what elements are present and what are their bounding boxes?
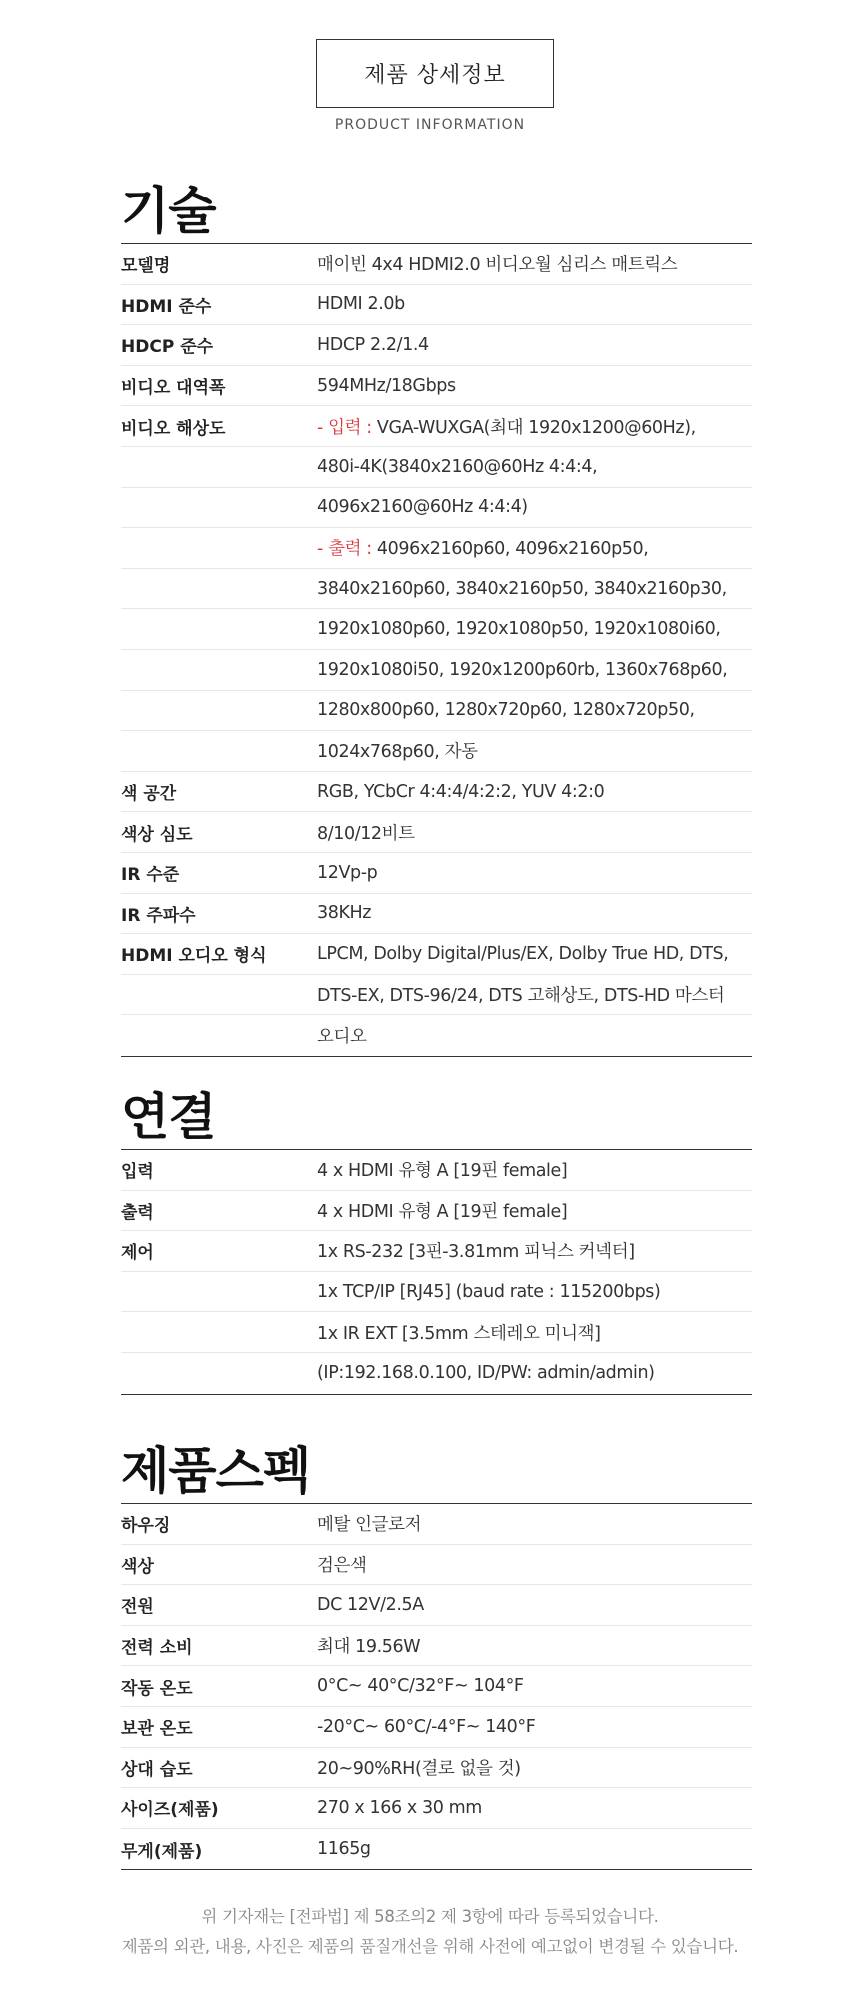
row-value: 오디오 xyxy=(317,1027,367,1048)
row-value: 8/10/12비트 xyxy=(317,823,415,844)
table-row xyxy=(121,894,752,935)
row-value: 38KHz xyxy=(317,903,372,924)
table-row xyxy=(121,609,752,650)
row-value: 1920x1080i50, 1920x1200p60rb, 1360x768p60, xyxy=(317,659,728,680)
row-value: LPCM, Dolby Digital/Plus/EX, Dolby True HD, DTS, xyxy=(317,943,729,964)
row-value: 메탈 인글로저 xyxy=(317,1515,422,1536)
row-value: 1024x768p60, 자동 xyxy=(317,742,478,763)
table-row xyxy=(121,488,752,529)
row-label: 비디오 대역폭 xyxy=(121,378,226,399)
table-row xyxy=(121,1272,752,1313)
spec-heading: 제품스펙 xyxy=(121,1441,311,1500)
table-row xyxy=(121,569,752,610)
page-title: 제품 상세정보 xyxy=(316,39,554,108)
table-row xyxy=(121,406,752,447)
row-value: 1x RS-232 [3핀-3.81mm 피닉스 커넥터] xyxy=(317,1242,635,1263)
table-row xyxy=(121,325,752,366)
row-label: HDMI 준수 xyxy=(121,296,212,317)
row-label: 색상 심도 xyxy=(121,824,193,845)
table-row xyxy=(121,447,752,488)
row-label: 모델명 xyxy=(121,256,171,277)
row-label: 무게(제품) xyxy=(121,1841,203,1862)
row-value: 4096x2160@60Hz 4:4:4) xyxy=(317,497,528,518)
table-row xyxy=(121,366,752,407)
row-label: 상대 습도 xyxy=(121,1759,193,1780)
table-row xyxy=(121,1626,752,1667)
row-value: 20~90%RH(결로 없을 것) xyxy=(317,1758,521,1779)
legal-notice xyxy=(0,1902,860,1962)
row-value: 매이빈 4x4 HDMI2.0 비디오월 심리스 매트릭스 xyxy=(317,255,678,276)
table-row xyxy=(121,934,752,975)
row-value xyxy=(317,414,696,439)
spec-table xyxy=(121,1503,752,1870)
table-row xyxy=(121,853,752,894)
row-value: DC 12V/2.5A xyxy=(317,1594,424,1615)
row-label: 하우징 xyxy=(121,1516,171,1537)
table-row xyxy=(121,975,752,1016)
row-label: 전력 소비 xyxy=(121,1638,193,1659)
table-row xyxy=(121,1585,752,1626)
row-label: 사이즈(제품) xyxy=(121,1800,219,1821)
table-row xyxy=(121,1015,752,1056)
row-label: 출력 xyxy=(121,1202,154,1223)
tech-section xyxy=(121,170,752,1057)
table-row xyxy=(121,528,752,569)
connection-heading: 연결 xyxy=(121,1087,216,1146)
legal-notice-line-1: 위 기자재는 [전파법] 제 58조의2 제 3항에 따라 등록되었습니다. xyxy=(201,1907,659,1926)
row-value: 480i-4K(3840x2160@60Hz 4:4:4, xyxy=(317,456,598,477)
table-row xyxy=(121,1666,752,1707)
row-value-prefix: - 출력 : xyxy=(317,539,372,560)
row-label: 색 공간 xyxy=(121,784,177,805)
row-value: HDMI 2.0b xyxy=(317,294,405,315)
table-row xyxy=(121,1788,752,1829)
row-label: IR 수준 xyxy=(121,865,180,886)
row-value-text: VGA-WUXGA(최대 1920x1200@60Hz), xyxy=(371,417,696,438)
row-value: -20°C~ 60°C/-4°F~ 140°F xyxy=(317,1716,536,1737)
tech-heading: 기술 xyxy=(121,181,216,240)
row-value: 1165g xyxy=(317,1839,371,1860)
connection-table xyxy=(121,1149,752,1395)
row-value: RGB, YCbCr 4:4:4/4:2:2, YUV 4:2:0 xyxy=(317,781,605,802)
row-value xyxy=(317,535,648,560)
table-row xyxy=(121,1504,752,1545)
row-value: 270 x 166 x 30 mm xyxy=(317,1797,482,1818)
row-value: 4 x HDMI 유형 A [19핀 female] xyxy=(317,1161,568,1182)
row-label: HDMI 오디오 형식 xyxy=(121,946,267,967)
table-row xyxy=(121,1545,752,1586)
row-value: 594MHz/18Gbps xyxy=(317,375,456,396)
table-row xyxy=(121,244,752,285)
page-subtitle: PRODUCT INFORMATION xyxy=(334,117,526,133)
connection-section xyxy=(121,1076,752,1395)
row-label: 입력 xyxy=(121,1162,154,1183)
row-value: 3840x2160p60, 3840x2160p50, 3840x2160p30, xyxy=(317,578,727,599)
table-row xyxy=(121,285,752,326)
table-row xyxy=(121,772,752,813)
row-value: 1920x1080p60, 1920x1080p50, 1920x1080i60, xyxy=(317,619,721,640)
row-value: DTS-EX, DTS-96/24, DTS 고해상도, DTS-HD 마스터 xyxy=(317,985,725,1006)
row-label: 작동 온도 xyxy=(121,1678,193,1699)
table-row xyxy=(121,1748,752,1789)
row-value: 1280x800p60, 1280x720p60, 1280x720p50, xyxy=(317,700,695,721)
row-value: 4 x HDMI 유형 A [19핀 female] xyxy=(317,1201,568,1222)
row-value: 1x TCP/IP [RJ45] (baud rate : 115200bps) xyxy=(317,1281,661,1302)
row-value: 검은색 xyxy=(317,1555,367,1576)
row-value-text: 4096x2160p60, 4096x2160p50, xyxy=(371,539,649,560)
tech-table xyxy=(121,243,752,1057)
table-row xyxy=(121,1150,752,1191)
table-row xyxy=(121,1231,752,1272)
spec-section xyxy=(121,1430,752,1870)
table-row xyxy=(121,691,752,732)
row-value: HDCP 2.2/1.4 xyxy=(317,334,429,355)
row-label: 전원 xyxy=(121,1597,154,1618)
row-label: 색상 xyxy=(121,1556,154,1577)
table-row xyxy=(121,1707,752,1748)
table-row xyxy=(121,1353,752,1394)
row-value: 0°C~ 40°C/32°F~ 104°F xyxy=(317,1676,524,1697)
row-value: (IP:192.168.0.100, ID/PW: admin/admin) xyxy=(317,1363,655,1384)
row-label: IR 주파수 xyxy=(121,905,196,926)
row-label: HDCP 준수 xyxy=(121,337,214,358)
row-value-prefix: - 입력 : xyxy=(317,417,372,438)
row-label: 보관 온도 xyxy=(121,1719,193,1740)
row-value: 12Vp-p xyxy=(317,862,378,883)
row-label: 비디오 해상도 xyxy=(121,418,226,439)
table-row xyxy=(121,1829,752,1870)
row-value: 최대 19.56W xyxy=(317,1637,421,1658)
row-label: 제어 xyxy=(121,1243,154,1264)
table-row xyxy=(121,812,752,853)
legal-notice-line-2: 제품의 외관, 내용, 사진은 제품의 품질개선을 위해 사전에 예고없이 변경될 수 있습니다. xyxy=(121,1937,739,1956)
table-row xyxy=(121,731,752,772)
table-row xyxy=(121,1312,752,1353)
table-row xyxy=(121,1191,752,1232)
table-row xyxy=(121,650,752,691)
row-value: 1x IR EXT [3.5mm 스테레오 미니잭] xyxy=(317,1323,601,1344)
